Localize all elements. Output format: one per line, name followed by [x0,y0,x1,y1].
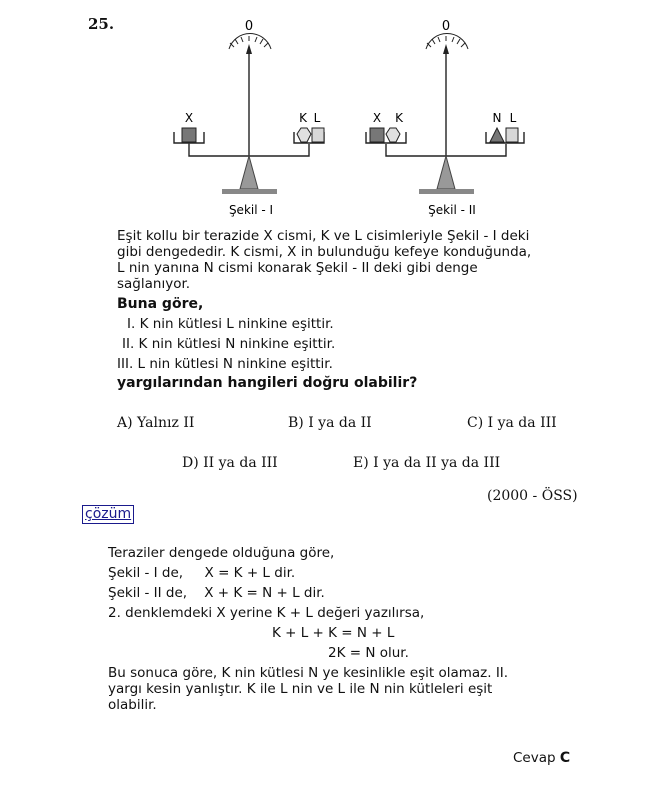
object-x-label: X [184,111,194,125]
question-number: 25. [88,15,115,33]
answer-row [513,750,570,766]
object-x-label: X [372,111,382,125]
solution-conclusion-line: olabilir. [108,697,157,713]
object-k-label: K [299,111,307,125]
statement-3: III. L nin kütlesi N ninkine eşittir. [117,356,333,372]
question-source: (2000 - ÖSS) [487,488,578,504]
option-b[interactable]: B) I ya da II [288,415,372,431]
question-text-line: L nin yanına N cismi konarak Şekil - II deki gibi denge [117,260,478,276]
option-a[interactable]: A) Yalnız II [117,415,195,431]
option-e[interactable]: E) I ya da II ya da III [353,455,501,471]
statement-2: II. K nin kütlesi N ninkine eşittir. [122,336,336,352]
solution-equation-1: K + L + K = N + L [272,625,395,641]
solution-line: Şekil - I de, X = K + L dir. [108,565,296,581]
solution-line: Teraziler dengede olduğuna göre, [108,545,335,561]
object-l-label: L [313,111,321,125]
fulcrum [240,156,258,189]
solution-link[interactable]: çözüm [82,505,134,524]
scale-zero-label: 0 [244,19,254,34]
object-k-label: K [395,111,403,125]
scale-zero-label: 0 [441,19,451,34]
answer-value: C [559,750,571,766]
solution-conclusion-line: Bu sonuca göre, K nin kütlesi N ye kesinlikle eşit olamaz. II. [108,665,509,681]
solution-line: Şekil - II de, X + K = N + L dir. [108,585,325,601]
object-l [506,128,518,142]
balance-figures [160,14,530,224]
object-l [312,128,324,142]
base [222,189,277,194]
statement-1: I. K nin kütlesi L ninkine eşittir. [127,316,334,332]
balance-figure-1 [174,19,324,217]
object-n-label: N [492,111,502,125]
object-x [182,128,196,142]
object-k [386,128,400,142]
option-c[interactable]: C) I ya da III [467,415,557,431]
question-text-line: sağlanıyor. [117,276,191,292]
solution-conclusion-line: yargı kesin yanlıştır. K ile L nin ve L ile N nin kütleleri eşit [108,681,493,697]
option-d[interactable]: D) II ya da III [182,455,278,471]
solution-line: 2. denklemdeki X yerine K + L değeri yazılırsa, [108,605,425,621]
pointer-tip [443,44,449,54]
solution-equation-2: 2K = N olur. [328,645,409,661]
figure-2-label: Şekil - II [428,203,476,217]
object-k [297,128,311,142]
object-x [370,128,384,142]
object-n [490,128,504,142]
question-text-line: Eşit kollu bir terazide X cismi, K ve L cisimleriyle Şekil - I deki [117,228,530,244]
question-prompt: Buna göre, [117,296,204,312]
figure-1-label: Şekil - I [228,203,274,217]
question-text-line: gibi dengededir. K cismi, X in bulunduğu kefeye konduğunda, [117,244,532,260]
answer-label: Cevap [513,750,556,766]
question-stem: yargılarından hangileri doğru olabilir? [117,375,418,391]
base [419,189,474,194]
object-l-label: L [509,111,517,125]
balance-figure-2 [366,19,524,217]
pointer-tip [246,44,252,54]
fulcrum [437,156,455,189]
